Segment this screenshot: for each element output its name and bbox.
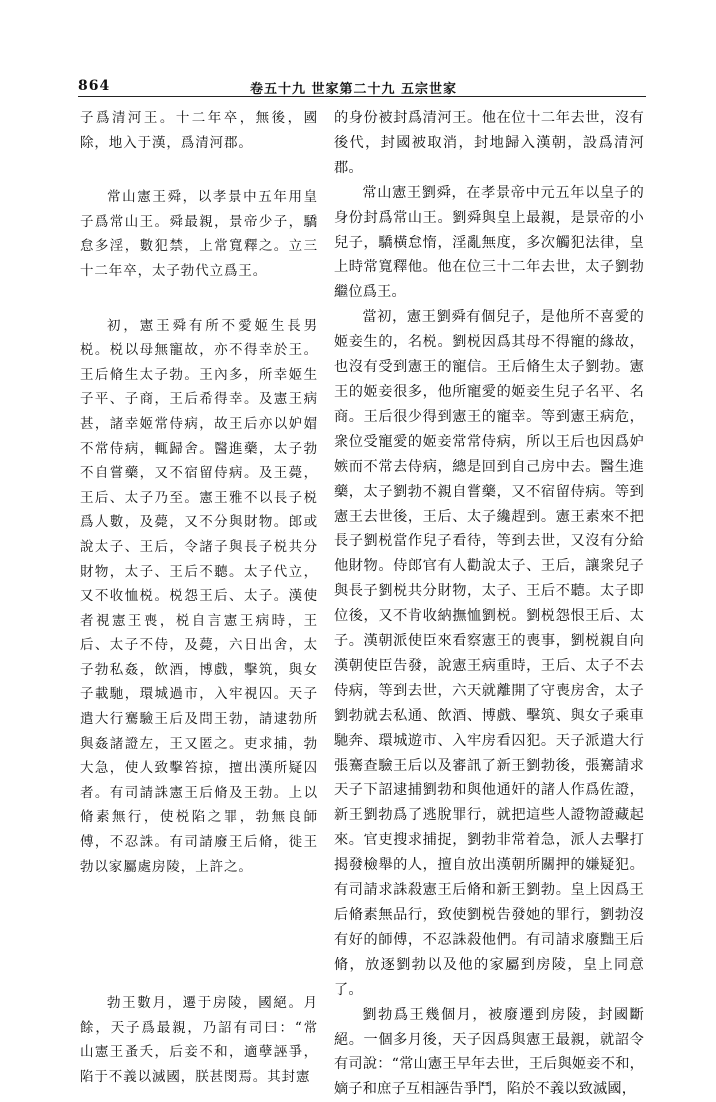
running-head: 卷五十九 世家第二十九 五宗世家 [250,82,458,97]
translation-paragraph: 當初，憲王劉舜有個兒子，是他所不喜愛的姬妾生的，名棁。劉棁因爲其母不得寵的緣故，也沒有受到憲王的寵信。王后脩生太子劉勃。憲王的姬妾很多，他所寵愛的姬妾生兒子名平、名商。王后很少得到憲王的寵幸。等到憲王病危，衆位受寵愛的姬妾常常侍病，所以王后也因爲妒嫉而不常去侍病，總是回到自己房中去。醫生進藥，太子劉勃不親自嘗藥，又不宿留侍病。等到憲王去世後，王后、太子纔趕到。憲王素來不把長子劉棁當作兒子看待，等到去世，又沒有分給他財物。侍郎官有人勸說太子、王后，讓衆兒子與長子劉棁共分財物，太子、王后不聽。太子即位後，又不肯收納撫恤劉棁。劉棁怨恨王后、太子。漢朝派使臣來看察憲王的喪事，劉棁親自向漢朝使臣告發，說憲王病重時，王后、太子不去侍病，等到去世，六天就離開了守喪房舍，太子劉勃就去私通、飲酒、博戲、擊筑、與女子乘車馳奔、環城遊市、入牢房看囚犯。天子派遣大行張騫查驗王后以及審訊了新王劉勃後，張騫請求天子下詔逮捕劉勃和與他通奸的諸人作爲佐證，新王劉勃爲了逃脫罪行，就把這些人證物證藏起來。官吏搜求捕捉，劉勃非常着急，派人去擊打揭發檢舉的人，擅自放出漢朝所關押的嫌疑犯。有司請求誅殺憲王后脩和新王劉勃。皇上因爲王后脩素無品行，致使劉棁告發她的罪行，劉勃沒有好的師傅，不忍誅殺他們。有司請求廢黜王后脩，放逐劉勃以及他的家屬到房陵，皇上同意了。 [334,309,644,998]
classical-paragraph: 子爲清河王。十二年卒，無後，國除，地入于漢，爲清河郡。 [80,110,318,151]
paragraph-gap [80,879,318,991]
page-number: 864 [78,78,111,94]
classical-paragraph: 常山憲王舜，以孝景中五年用皇子爲常山王。舜最親，景帝少子，驕怠多淫，數犯禁，上常寬釋之。立三十二年卒，太子勃代立爲王。 [80,189,318,279]
classical-paragraph: 勃王數月，遷于房陵，國絕。月餘，天子爲最親，乃詔有司曰：“常山憲王蚤夭，后妾不和，適孽誣爭，陷于不義以滅國，朕甚閔焉。其封憲 [80,995,318,1085]
translation-paragraph: 常山憲王劉舜，在孝景帝中元五年以皇子的身份封爲常山王。劉舜與皇上最親，是景帝的小兒子，驕橫怠惰，淫亂無度，多次觸犯法律，皇上時常寬釋他。他在位三十二年去世，太子劉勃繼位爲王。 [334,184,644,301]
paragraph-gap [80,284,318,314]
translation-paragraph: 的身份被封爲清河王。他在位十二年去世，沒有後代，封國被取消，封地歸入漢朝，設爲清河郡。 [334,110,644,176]
classical-paragraph: 初，憲王舜有所不愛姬生長男棁。棁以母無寵故，亦不得幸於王。王后脩生太子勃。王內多，所幸姬生子平、子商，王后希得幸。及憲王病甚，諸幸姬常侍病，故王后亦以妒媢不常侍病，輒歸舍。醫進藥，太子勃不自嘗藥，又不宿留侍病。及王薨，王后、太子乃至。憲王雅不以長子棁爲人數，及薨，又不分與財物。郎或說太子、王后，令諸子與長子棁共分財物，太子、王后不聽。太子代立，又不收恤棁。棁怨王后、太子。漢使者視憲王喪，棁自言憲王病時，王后、太子不侍，及薨，六日出舍，太子勃私姦，飲酒，博戲，擊筑，與女子載馳，環城過市，入牢視囚。天子遣大行騫驗王后及問王勃，請逮勃所與姦諸證左，王又匿之。吏求捕，勃大急，使人致擊笞掠，擅出漢所疑囚者。有司請誅憲王后脩及王勃。上以脩素無行，使棁陷之罪，勃無良師傅，不忍誅。有司請廢王后脩，徙王勃以家屬處房陵，上許之。 [80,317,318,875]
classical-text-column [80,106,318,1090]
translation-column [334,106,644,1102]
header-rule [78,96,646,97]
paragraph-gap [80,155,318,185]
translation-paragraph: 劉勃爲王幾個月，被廢遷到房陵，封國斷絕。一個多月後，天子因爲與憲王最親，就詔令有司說：“常山憲王早年去世，王后與姬妾不和，嫡子和庶子互相誣告爭鬥，陷於不義以致滅國， [334,1006,644,1098]
